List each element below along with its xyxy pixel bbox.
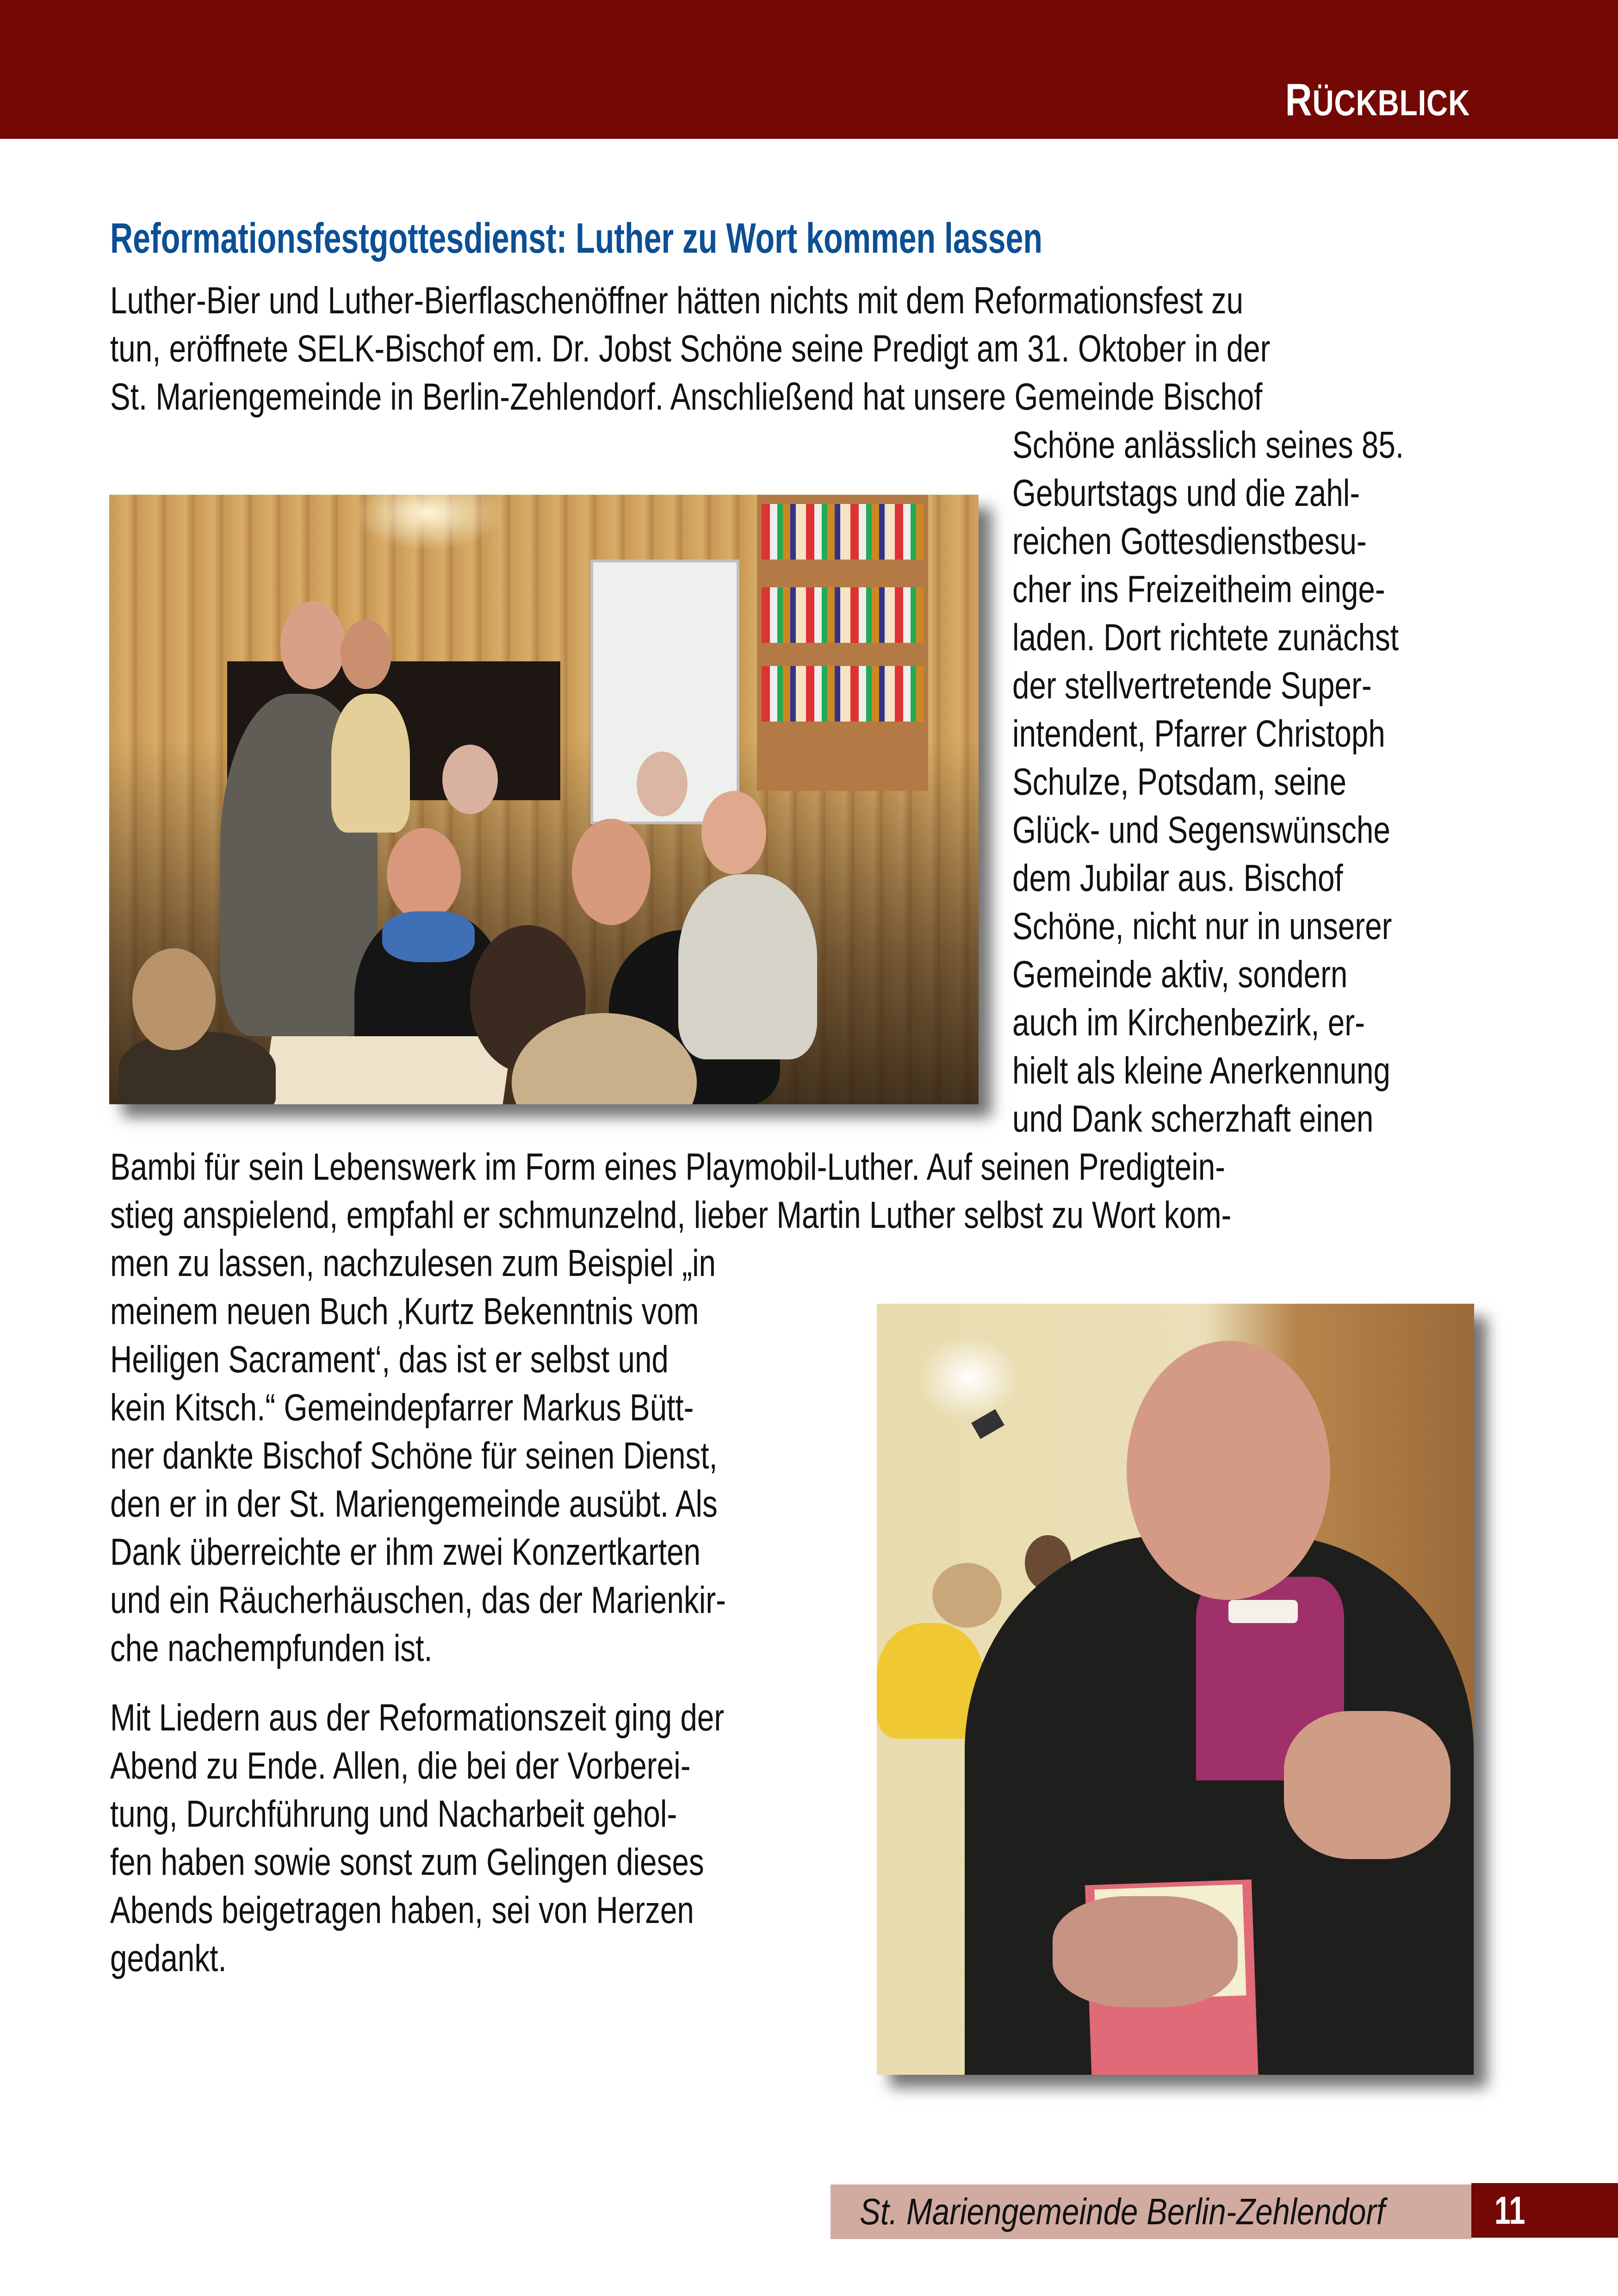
closing-line: Mit Liedern aus der Reformationszeit ging der [110,1697,725,1739]
books-shape [762,504,924,560]
closing-line: fen haben sowie sonst zum Gelingen dieses [110,1841,704,1883]
body-line: tun, eröffnete SELK-Bischof em. Dr. Jobst Schöne seine Predigt am 31. Oktober in der [110,328,1271,370]
head-shape [572,819,651,925]
section-label-rest: ÜCKBLICK [1312,82,1470,123]
body-line: dem Jubilar aus. Bischof [1012,857,1343,899]
body-line: ner dankte Bischof Schöne für seinen Dienst, [110,1435,718,1477]
closing-line: tung, Durchführung und Nacharbeit gehol- [110,1793,677,1835]
body-line: Schöne anlässlich seines 85. [1012,424,1404,466]
person-shape [678,874,817,1059]
body-line: Geburtstags und die zahl- [1012,472,1360,514]
body-line: reichen Gottesdienstbesu- [1012,520,1367,562]
body-line: Schöne, nicht nur in unserer [1012,905,1392,947]
head-shape [637,752,688,816]
section-label-initial: R [1285,74,1313,125]
body-line: Gemeinde aktiv, sondern [1012,953,1348,996]
head-shape [701,791,766,874]
head-shape [442,745,498,814]
body-line: Schulze, Potsdam, seine [1012,761,1346,803]
body-line: und Dank scherzhaft einen [1012,1098,1374,1140]
collar-shape [1228,1600,1298,1623]
head-shape [341,620,391,689]
body-line: che nachempfunden ist. [110,1627,433,1669]
article-title: Reformationsfestgottesdienst: Luther zu Wort kommen lassen [110,215,1042,262]
books-shape [762,666,924,722]
head-shape [280,601,345,689]
bishop-with-book-photo [877,1304,1474,2075]
table-shape [261,1036,512,1104]
page-number-box [1471,2183,1618,2238]
head-shape [132,948,216,1050]
body-line: Heiligen Sacrament‘, das ist er selbst und [110,1338,669,1381]
body-line: kein Kitsch.“ Gemeindepfarrer Markus Bütt- [110,1387,694,1429]
body-line: Bambi für sein Lebenswerk im Form eines Playmobil-Luther. Auf seinen Predigtein- [110,1146,1226,1188]
body-line: den er in der St. Mariengemeinde ausübt. Als [110,1483,718,1525]
gathering-photo [109,495,979,1104]
body-line: stieg anspielend, empfahl er schmunzelnd, lieber Martin Luther selbst zu Wort kom- [110,1194,1232,1236]
page-number: 11 [1494,2189,1525,2232]
body-line: cher ins Freizeitheim einge- [1012,568,1385,610]
person-shape [118,1032,276,1104]
footer-parish-name: St. Mariengemeinde Berlin-Zehlendorf [860,2191,1385,2232]
body-line: St. Mariengemeinde in Berlin-Zehlendorf. Anschließend hat unsere Gemeinde Bischof [110,376,1263,418]
body-line: intendent, Pfarrer Christoph [1012,713,1385,755]
body-line: laden. Dort richtete zunächst [1012,616,1399,659]
person-shape [331,694,410,833]
body-line: Luther-Bier und Luther-Bierflaschenöffner hätten nichts mit dem Reformationsfest zu [110,280,1244,322]
closing-line: Abends beigetragen haben, sei von Herzen [110,1889,694,1931]
closing-line: gedankt. [110,1937,227,1979]
bookshelf-shape [757,495,928,791]
head-shape [387,828,461,921]
body-line: der stellvertretende Super- [1012,665,1372,707]
body-line: hielt als kleine Anerkennung [1012,1050,1390,1092]
body-line: und ein Räucherhäuschen, das der Marienkir- [110,1579,726,1621]
head-shape [932,1563,1002,1628]
head-shape [1127,1341,1330,1600]
body-line: Dank überreichte er ihm zwei Konzertkarten [110,1531,701,1573]
body-line: meinem neuen Buch ‚Kurtz Bekenntnis vom [110,1290,699,1332]
scarf-shape [382,911,475,962]
books-shape [762,587,924,643]
section-label [1285,74,1470,128]
wall-lamp-shape [971,1409,1004,1439]
body-line: Glück- und Segenswünsche [1012,809,1390,851]
hand-shape [1284,1711,1451,1859]
body-line: men zu lassen, nachzulesen zum Beispiel „in [110,1242,716,1284]
body-line: auch im Kirchenbezirk, er- [1012,1002,1365,1044]
hand-shape [1053,1896,1238,2007]
closing-line: Abend zu Ende. Allen, die bei der Vorberei- [110,1745,691,1787]
